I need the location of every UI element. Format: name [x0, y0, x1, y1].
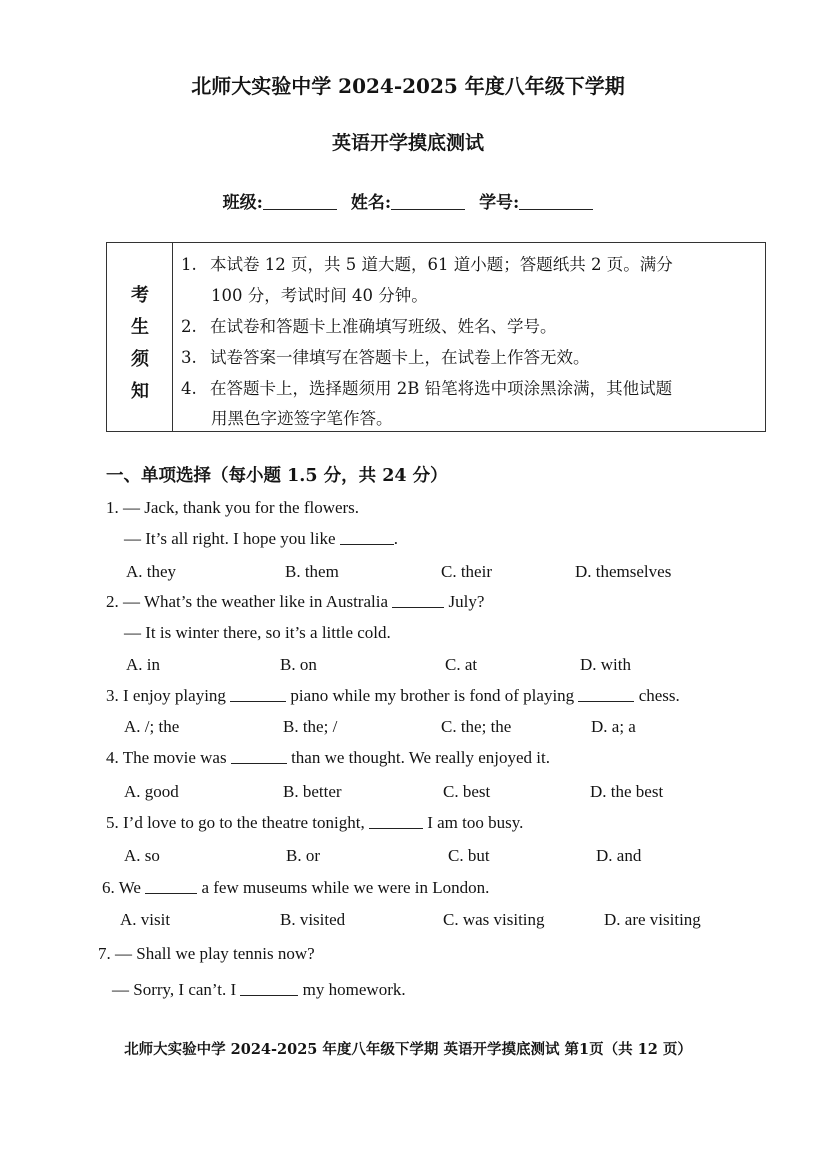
option: A. visit	[120, 910, 171, 929]
option: C. was visiting	[443, 910, 545, 929]
notice-item-text: 100 分，考试时间 40 分钟。	[211, 286, 428, 305]
id-blank	[519, 193, 593, 210]
option: C. at	[445, 655, 478, 674]
option: D. with	[580, 655, 631, 674]
notice-item-num: 1.	[181, 255, 197, 274]
notice-item-text: 在试卷和答题卡上准确填写班级、姓名、学号。	[210, 317, 557, 336]
answer-blank	[145, 879, 197, 894]
notice-item-num: 3.	[181, 348, 197, 367]
question-5-stem	[106, 813, 523, 833]
notice-item-text: 在答题卡上，选择题须用 2B 铅笔将选中项涂黑涂满，其他试题	[210, 379, 673, 398]
question-text: — It is winter there, so it’s a little cold.	[124, 623, 391, 642]
notice-item	[181, 344, 590, 368]
question-2-stem	[106, 592, 484, 612]
option: C. best	[443, 782, 491, 801]
option: D. and	[596, 846, 642, 865]
section-title: 一、单项选择（每小题 1.5 分，共 24 分）	[106, 466, 448, 486]
option: B. on	[280, 655, 317, 674]
notice-item-num: 4.	[181, 379, 197, 398]
question-text: I am too busy.	[427, 813, 524, 832]
answer-blank	[578, 687, 634, 702]
notice-head-char: 考	[131, 285, 149, 306]
notice-item	[211, 405, 393, 429]
exam-notice-box	[106, 242, 766, 432]
question-1-line2	[124, 529, 398, 549]
class-field	[223, 188, 337, 213]
notice-item	[181, 251, 673, 275]
question-text: .	[393, 529, 399, 548]
notice-item-text: 本试卷 12 页，共 5 道大题，61 道小题；答题纸共 2 页。满分	[210, 255, 673, 274]
option: B. or	[286, 846, 320, 865]
question-text: a few museums while we were in London.	[201, 878, 490, 897]
question-7-line2	[112, 980, 406, 1000]
notice-head-char: 须	[131, 349, 149, 370]
question-number: 5.	[106, 813, 119, 832]
name-blank	[391, 193, 465, 210]
question-text: The movie was	[122, 748, 227, 767]
question-text: — It’s all right. I hope you like	[124, 529, 336, 548]
question-number: 4.	[106, 748, 119, 767]
option: A. so	[124, 846, 160, 865]
question-text: — Jack, thank you for the flowers.	[123, 498, 360, 517]
notice-item	[181, 313, 557, 337]
answer-blank	[340, 530, 394, 545]
question-text: July?	[448, 592, 485, 611]
option: A. they	[126, 562, 177, 581]
question-text: chess.	[638, 686, 680, 705]
notice-item-num: 2.	[181, 317, 197, 336]
id-label: 学号:	[479, 193, 520, 213]
question-1-stem	[106, 498, 359, 518]
option: C. but	[448, 846, 490, 865]
question-number: 6.	[102, 878, 115, 897]
class-blank	[263, 193, 337, 210]
question-text: — What’s the weather like in Australia	[123, 592, 389, 611]
answer-blank	[230, 687, 286, 702]
option: A. /; the	[124, 717, 180, 736]
notice-item	[211, 282, 428, 306]
option: A. in	[126, 655, 160, 674]
question-number: 2.	[106, 592, 119, 611]
page-footer: 北师大实验中学 2024-2025 年度八年级下学期 英语开学摸底测试 第1页（共 12 页）	[124, 1041, 692, 1058]
option: B. them	[285, 562, 339, 581]
option: D. are visiting	[604, 910, 701, 929]
question-number: 1.	[106, 498, 119, 517]
question-number: 3.	[106, 686, 119, 705]
question-6-stem	[102, 878, 489, 898]
question-3-stem	[106, 686, 680, 706]
exam-subtitle: 英语开学摸底测试	[331, 132, 484, 154]
notice-heading	[107, 243, 173, 431]
option: C. the; the	[441, 717, 512, 736]
id-field	[479, 188, 593, 213]
option: B. visited	[280, 910, 346, 929]
question-text: I’d love to go to the theatre tonight,	[123, 813, 365, 832]
question-text: my homework.	[302, 980, 406, 999]
option: B. better	[283, 782, 342, 801]
question-text: piano while my brother is fond of playing	[290, 686, 575, 705]
answer-blank	[369, 814, 423, 829]
option: B. the; /	[283, 717, 338, 736]
question-text: — Shall we play tennis now?	[115, 944, 315, 963]
student-info-line	[0, 188, 816, 213]
exam-title: 北师大实验中学 2024-2025 年度八年级下学期	[191, 74, 625, 98]
answer-blank	[240, 981, 298, 996]
answer-blank	[231, 749, 287, 764]
name-label: 姓名:	[350, 193, 392, 213]
question-text: than we thought. We really enjoyed it.	[291, 748, 550, 767]
notice-item-text: 用黑色字迹签字笔作答。	[211, 409, 393, 428]
question-text: I enjoy playing	[123, 686, 226, 705]
question-4-stem	[106, 748, 550, 768]
question-number: 7.	[98, 944, 111, 963]
class-label: 班级:	[222, 193, 263, 213]
question-7-stem	[98, 944, 315, 964]
option: D. themselves	[575, 562, 672, 581]
question-text: We	[118, 878, 141, 897]
name-field	[351, 188, 465, 213]
option: C. their	[441, 562, 492, 581]
notice-item	[181, 375, 672, 399]
notice-item-text: 试卷答案一律填写在答题卡上，在试卷上作答无效。	[210, 348, 590, 367]
option: D. the best	[590, 782, 664, 801]
option: D. a; a	[591, 717, 636, 736]
option: A. good	[124, 782, 179, 801]
notice-head-char: 知	[131, 381, 149, 402]
answer-blank	[392, 593, 444, 608]
question-text: — Sorry, I can’t. I	[112, 980, 237, 999]
notice-head-char: 生	[131, 317, 149, 338]
